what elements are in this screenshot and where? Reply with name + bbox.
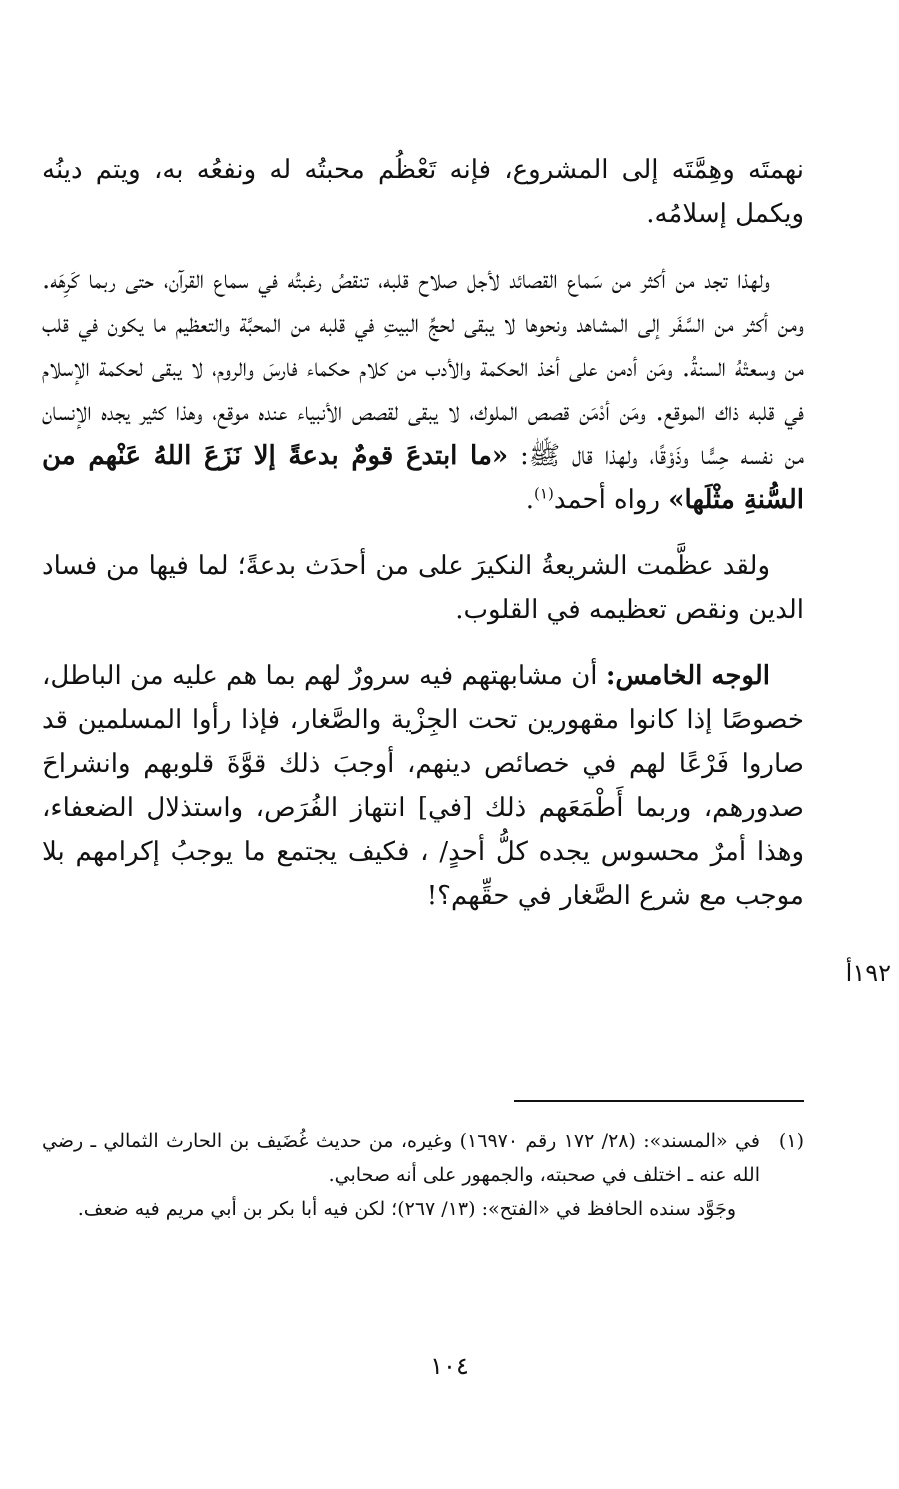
paragraph-fifth-aspect [42,654,804,918]
hadith-source: رواه أحمد [553,485,661,515]
manuscript-folio-note: ١٩٢أ [845,959,891,987]
section-heading: الوجه الخامس: [605,661,771,691]
paragraph-continuation: نهمتَه وهِمَّتَه إلى المشروع، فإنه تَعْظُم محبتُه له ونفعُه به، ويتم دينُه ويكمل إسلامُه. [42,155,804,229]
paragraph-text: أن مشابهتهم فيه سرورٌ لهم بما هم عليه من الباطل، خصوصًا إذا كانوا مقهورين تحت الجِزْية والصَّغار، فإذا رأوا المسلمين قد صاروا فَرْعًا لهم في خصائص دينهم، أوجبَ ذلك قوَّةَ قلوبهم وانشراحَ صدورهم، وربما أَطْمَعَهم ذلك [في] انتهاز الفُرَص، واستذلال الضعفاء، وهذا أمرٌ محسوس يجده كلُّ أحدٍ/ ، فكيف يجتمع ما يوجبُ إكرامهم بلا موجب مع شرع الصَّغار في حقِّهم؟! [42,661,804,911]
footnote-number: (١) [778,1130,804,1152]
footnote-text: في «المسند»: (٢٨/ ١٧٢ رقم ١٦٩٧٠) وغيره، من حديث غُضَيف بن الحارث الثمالي ـ رضي الله عنه ـ اختلف في صحبته، والجمهور على أنه صحابي. [42,1130,760,1186]
footnote-reference[interactable]: (١) [534,484,554,503]
main-text [42,148,804,940]
footnote-1 [42,1124,804,1192]
paragraph-sharia-condemnation: ولقد عظَّمت الشريعةُ النكيرَ على من أحدَث بدعةً؛ لما فيها من فساد الدين ونقص تعظيمه في القلوب. [42,551,804,625]
paragraph-text: ولهذا تجد من أكثر من سَماع القصائد لأجل صلاح قلبه، تنقصُ رغبتُه في سماع القرآن، حتى ربما كَرِهَه. ومن أكثر من السَّفَر إلى المشاهد ونحوها لا يبقى لحجِّ البيتِ في قلبه من المحبَّة والتعظيم ما يكون في قلب من وسعتْهُ السنةُ. ومَن أدمن على أخذ الحكمة والأدب من كلام حكماء فارسَ والروم، لا يبقى لحكمة الإسلام في قلبه ذاك الموقع. ومَن أدْمَن قصص الملوك، لا يبقى لقصص الأنبياء عنده موقع، وهذا كثير يجده الإنسان من نفسه حِسًّا وذَوْقًا، ولهذا قال ﷺ: [42,265,805,471]
page-number: ١٠٤ [430,1352,469,1380]
footnote-1-continued: وجَوَّد سنده الحافظ في «الفتح»: (١٣/ ٢٦٧)؛ لكن فيه أبا بكر بن أبي مريم فيه ضعف. [77,1198,736,1220]
paragraph-innovation-effects [42,258,804,522]
sentence-end: . [525,485,535,515]
footnotes [42,1124,804,1226]
hadith-quote: «ما ابتدعَ قومٌ بدعةً إلا نَزَعَ اللهُ عَنْهم من السُّنةِ مثْلَها» [42,441,804,515]
footnote-divider [514,1100,804,1102]
